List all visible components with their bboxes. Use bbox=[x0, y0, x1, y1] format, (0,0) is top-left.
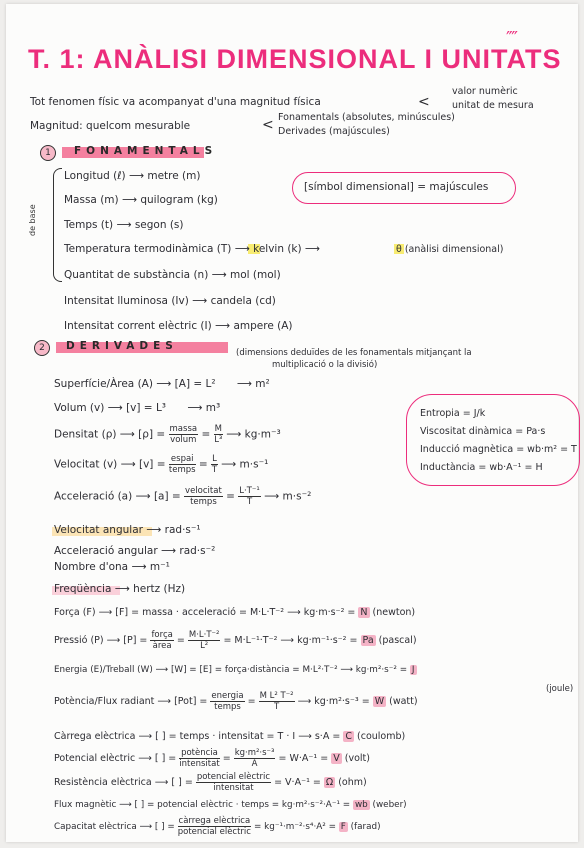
notes-page bbox=[6, 4, 578, 842]
branch-value: valor numèric bbox=[452, 86, 518, 97]
formula-row: Pressió (P) ⟶ [P] = força àrea = $\frac{\text{M·L·T⁻²}}{\text{L²}}$ = M·L⁻¹·T⁻² ⟶ kg·m⁻¹·s⁻² = Pa (pascal) bbox=[54, 630, 417, 651]
branch-arrow-icon: < bbox=[418, 94, 430, 110]
branch-derived: Derivades (majúscules) bbox=[278, 126, 390, 137]
theta-note: θ (anàlisi dimensional) bbox=[396, 244, 504, 255]
formula-row: Velocitat (v) ⟶ [v] = espai temps = $\frac{L}{T}$ ⟶ m·s⁻¹ bbox=[54, 454, 269, 475]
list-item: Intensitat lluminosa (Iv) ⟶ candela (cd) bbox=[64, 295, 276, 307]
bracket bbox=[53, 168, 62, 282]
branch-unit: unitat de mesura bbox=[452, 100, 534, 111]
list-item: Intensitat corrent elèctric (I) ⟶ ampere (A) bbox=[64, 320, 293, 332]
branch-fundamental: Fonamentals (absolutes, minúscules) bbox=[278, 112, 455, 123]
page-title: T. 1: ANÀLISI DIMENSIONAL I UNITATS bbox=[28, 44, 562, 74]
cloud-text: Entropia = J/k bbox=[420, 408, 486, 419]
side-label: de base bbox=[28, 204, 37, 236]
formula-row: Acceleració (a) ⟶ [a] = velocitat temps = $\frac{\text{L·T⁻¹}}{T}$ ⟶ m·s⁻² bbox=[54, 486, 312, 507]
sparkle-icon: ⁗ bbox=[506, 28, 518, 49]
formula-row: Densitat (ρ) ⟶ [ρ] = massa volum = $\frac{M}{\text{L³}}$ ⟶ kg·m⁻³ bbox=[54, 424, 281, 445]
formula-row: Volum (v) ⟶ [v] = L³ ⟶ m³ bbox=[54, 402, 221, 414]
formula-row: Freqüència ⟶ hertz (Hz) bbox=[54, 583, 186, 595]
magnitude-def: Magnitud: quelcom mesurable bbox=[30, 120, 191, 132]
list-item: Massa (m) ⟶ quilogram (kg) bbox=[64, 194, 218, 206]
formula-row: Força (F) ⟶ [F] = massa · acceleració = M·L·T⁻² ⟶ kg·m·s⁻² = N (newton) bbox=[54, 607, 416, 618]
formula-row: Energia (E)/Treball (W) ⟶ [W] = [E] = força·distància = M·L²·T⁻² ⟶ kg·m²·s⁻² = J bbox=[54, 665, 415, 675]
list-item: Temperatura termodinàmica (T) ⟶ kelvin (k) ⟶ bbox=[64, 243, 320, 255]
branch-arrow-icon: < bbox=[262, 117, 274, 133]
cloud-text: Viscositat dinàmica = Pa·s bbox=[420, 426, 546, 437]
section-note: multiplicació o la divisió) bbox=[272, 360, 378, 370]
list-item: Longitud (ℓ) ⟶ metre (m) bbox=[64, 170, 201, 182]
formula-row: Resistència elèctrica ⟶ [ ] = potencial elèctric intensitat = V·A⁻¹ = Ω (ohm) bbox=[54, 772, 367, 793]
formula-row: Potencial elèctric ⟶ [ ] = potència intensitat = $\frac{\text{kg·m²·s⁻³}}{A}$ = W·A⁻¹ = V (volt) bbox=[54, 748, 370, 769]
formula-row: Nombre d'ona ⟶ m⁻¹ bbox=[54, 561, 170, 573]
unit-name: (joule) bbox=[546, 684, 574, 694]
list-item: Quantitat de substància (n) ⟶ mol (mol) bbox=[64, 269, 281, 281]
section-number: 2 bbox=[34, 340, 50, 356]
formula-row: Capacitat elèctrica ⟶ [ ] = càrrega elèctrica potencial elèctric = kg⁻¹·m⁻²·s⁴·A² = F (farad) bbox=[54, 816, 381, 837]
cloud-text: [símbol dimensional] = majúscules bbox=[304, 181, 489, 193]
cloud-text: Inductància = wb·A⁻¹ = H bbox=[420, 462, 543, 473]
cloud-text: Inducció magnètica = wb·m² = T bbox=[420, 444, 577, 455]
section-heading: FONAMENTALS bbox=[74, 145, 218, 157]
formula-row: Potència/Flux radiant ⟶ [Pot] = energia temps = $\frac{\text{M L² T⁻²}}{T}$ ⟶ kg·m²·s⁻³ = W (watt) bbox=[54, 691, 418, 712]
formula-row: Velocitat angular ⟶ rad·s⁻¹ bbox=[54, 524, 201, 536]
section-number: 1 bbox=[40, 145, 56, 161]
intro-line: Tot fenomen físic va acompanyat d'una magnitud física bbox=[30, 96, 321, 108]
formula-row: Flux magnètic ⟶ [ ] = potencial elèctric · temps = kg·m²·s⁻²·A⁻¹ = wb (weber) bbox=[54, 800, 407, 810]
formula-row: Superfície/Àrea (A) ⟶ [A] = L² ⟶ m² bbox=[54, 378, 270, 390]
formula-row: Acceleració angular ⟶ rad·s⁻² bbox=[54, 545, 216, 557]
section-note: (dimensions deduïdes de les fonamentals mitjançant la bbox=[236, 348, 472, 358]
formula-row: Càrrega elèctrica ⟶ [ ] = temps · intensitat = T · I ⟶ s·A = C (coulomb) bbox=[54, 731, 406, 742]
section-heading: DERIVADES bbox=[66, 340, 178, 352]
list-item: Temps (t) ⟶ segon (s) bbox=[64, 219, 184, 231]
